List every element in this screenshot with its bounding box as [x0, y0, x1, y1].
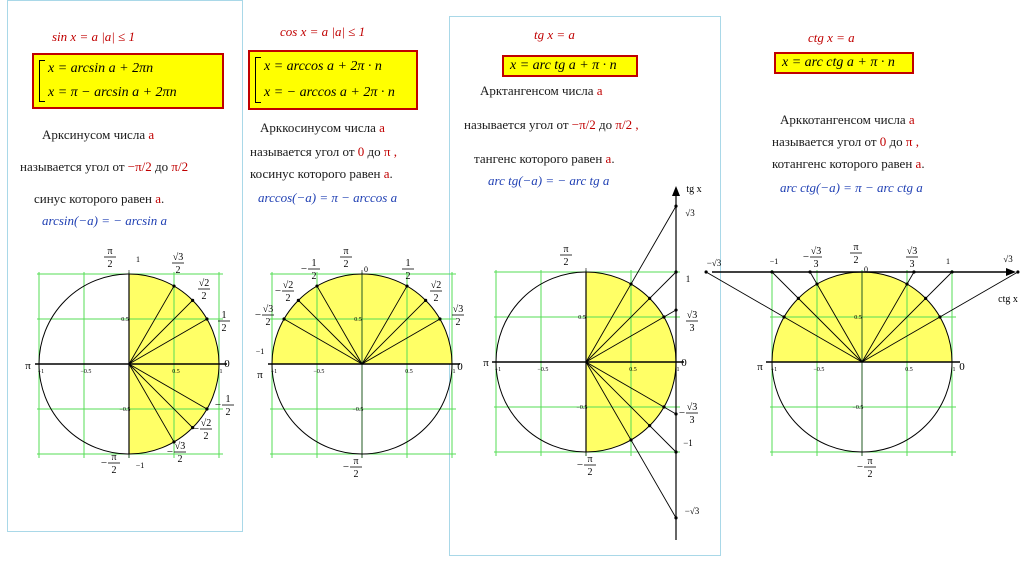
- arcsin-neg-half-num: 1: [225, 394, 231, 405]
- arcctg-neg-r3-3-den: 3: [813, 259, 819, 270]
- arcsin-r2-num: √2: [198, 278, 210, 289]
- arctg-r3-3-den: 3: [689, 323, 695, 334]
- arccos-pi2-den: 2: [343, 259, 349, 270]
- arcctg-tick-x: −0.5: [813, 367, 825, 373]
- arcsin-pi2-top-den: 2: [107, 259, 113, 270]
- arccos-r2-num: √2: [430, 280, 442, 291]
- arccos-neg-r3-num: √3: [262, 304, 274, 315]
- arcctg-axis-point: [950, 270, 953, 273]
- arcsin-ray-point: [172, 284, 175, 287]
- arcsin-half-den: 2: [221, 323, 227, 334]
- arcsin-pi-label: π: [25, 360, 31, 372]
- arctg-neg-r3-3-minus: −: [678, 407, 686, 419]
- arctg-tick-x: −0.5: [537, 367, 549, 373]
- arcctg-axis-point: [705, 270, 708, 273]
- arctg-neg-r3: −√3: [684, 506, 700, 516]
- arcsin-identity: arcsin(−a) = − arcsin a: [42, 213, 168, 228]
- arccos-pi2-bottom-den: 2: [353, 469, 359, 480]
- arccos-ray-point: [297, 299, 300, 302]
- arctg-condition: tg x = a: [534, 27, 575, 42]
- arcsin-formula-1: x = arcsin a + 2πn: [48, 61, 154, 76]
- arcsin-pi2-bottom-den: 2: [111, 465, 117, 476]
- arcsin-zero-label: 0: [224, 358, 230, 370]
- arcctg-axis-point: [808, 270, 811, 273]
- arccos-r3-num: √3: [452, 304, 464, 315]
- arctg-tangent-arrow: [672, 186, 680, 196]
- arccos-ray-point: [424, 299, 427, 302]
- arcsin-neg-r2-num: √2: [200, 418, 212, 429]
- arcctg-def-3: котангенс которого равен a.: [772, 156, 925, 171]
- arcctg-one: 1: [946, 257, 950, 266]
- arccos-neg-r3-minus: −: [254, 309, 262, 321]
- arcctg-axis-point: [770, 270, 773, 273]
- arctg-tick-y: 0.5: [578, 315, 586, 321]
- arctg-pi2-top-num: π: [563, 244, 569, 255]
- arcctg-formula-1: x = arc ctg a + π · n: [782, 55, 895, 70]
- arcctg-neg-r3-3-minus: −: [802, 251, 810, 263]
- arccos-tick-y: 0.5: [354, 317, 362, 323]
- arcctg-pi2-bottom-num: π: [867, 456, 873, 467]
- arctg-r3-3-num: √3: [686, 310, 698, 321]
- arcsin-neg-one: −1: [135, 461, 145, 470]
- arcctg-neg-r3: −√3: [706, 258, 722, 268]
- arccos-pi2-bottom-minus: −: [342, 461, 350, 473]
- arctg-pi2-top-den: 2: [563, 257, 569, 268]
- arcsin-neg-half-minus: −: [214, 399, 222, 411]
- arcctg-pi2-den: 2: [853, 255, 859, 266]
- arctg-neg-r3-3-den: 3: [689, 415, 695, 426]
- arccos-ray-point: [282, 317, 285, 320]
- arctg-axis-point: [674, 308, 677, 311]
- arctg-zero-label: 0: [681, 357, 687, 369]
- arcsin-neg-r3-den: 2: [177, 454, 183, 465]
- arcctg-tick-y: −0.5: [852, 405, 864, 411]
- arcctg-tick-y: 0.5: [854, 315, 862, 321]
- arcctg-neg-r3-3-num: √3: [810, 246, 822, 257]
- arctg-neg-one: −1: [683, 438, 693, 448]
- arccos-formula-1: x = arccos a + 2π · n: [264, 59, 382, 74]
- arcsin-r3-den: 2: [175, 265, 181, 276]
- arcctg-ray-point: [797, 297, 800, 300]
- arcctg-pi2-bottom-minus: −: [856, 461, 864, 473]
- arcctg-def-1: Арккотангенсом числа a: [780, 112, 915, 127]
- arcctg-ray-point: [905, 282, 908, 285]
- arccos-neg-half-minus: −: [300, 263, 308, 275]
- arcctg-ray-point: [782, 315, 785, 318]
- arctg-ray-point: [662, 405, 665, 408]
- arcsin-tick-x: −0.5: [80, 369, 92, 375]
- arccos-condition: cos x = a |a| ≤ 1: [280, 24, 366, 39]
- arccos-def-1: Арккосинусом числа a: [260, 120, 385, 135]
- arctg-tick-x: 1: [676, 367, 680, 373]
- arcsin-r3-num: √3: [172, 252, 184, 263]
- arcctg-pi2-bottom-den: 2: [867, 469, 873, 480]
- arccos-pi2-num: π: [343, 246, 349, 257]
- arctg-tick-y: −0.5: [576, 405, 588, 411]
- arctg-tick-x: 0.5: [629, 367, 637, 373]
- arcctg-ray-point: [815, 282, 818, 285]
- arctg-pi-label: π: [483, 357, 489, 369]
- arctg-def-3: тангенс которого равен a.: [474, 151, 615, 166]
- arcctg-ray-point: [924, 297, 927, 300]
- arcctg-ctg-label: ctg x: [998, 294, 1018, 305]
- arcsin-ray-point: [205, 407, 208, 410]
- arctg-tick-x: −1: [494, 367, 502, 373]
- arcctg-condition: ctg x = a: [808, 30, 855, 45]
- arcsin-neg-r3-minus: −: [166, 446, 174, 458]
- arctg-axis-point: [674, 450, 677, 453]
- arctg-pi2-bottom-num: π: [587, 454, 593, 465]
- arccos-tick-y: −0.5: [352, 407, 364, 413]
- arccos-tick-x: −1: [270, 369, 278, 375]
- arcctg-pi-label: π: [757, 361, 763, 373]
- arcctg-axis-point: [1016, 270, 1019, 273]
- arctg-tg-label: tg x: [686, 184, 702, 195]
- arcsin-neg-half-den: 2: [225, 407, 231, 418]
- arcsin-half-num: 1: [221, 310, 227, 321]
- arctg-ray-point: [648, 424, 651, 427]
- arcsin-tick-x: −1: [37, 369, 45, 375]
- arcctg-tick-x: 1: [952, 367, 956, 373]
- arccos-ray-point: [315, 284, 318, 287]
- arcctg-tick-x: 0.5: [905, 367, 913, 373]
- arcsin-def-3: синус которого равен a.: [34, 191, 165, 206]
- arccos-neg-half-den: 2: [311, 271, 317, 282]
- arcctg-def-2: называется угол от 0 до π ,: [772, 134, 919, 149]
- arccos-ray-point: [438, 317, 441, 320]
- arccos-tick-x: −0.5: [313, 369, 325, 375]
- arcsin-ray-point: [205, 317, 208, 320]
- arcsin-tick-x: 0.5: [172, 369, 180, 375]
- arctg-def-1: Арктангенсом числа a: [480, 83, 603, 98]
- arctg-axis-point: [674, 412, 677, 415]
- arcsin-def-2: называется угол от −π/2 до π/2: [20, 159, 189, 174]
- arcctg-neg-one: −1: [769, 257, 779, 266]
- arccos-r2-den: 2: [433, 293, 439, 304]
- arccos-tick-x: 0.5: [405, 369, 413, 375]
- arccos-formula-2: x = − arccos a + 2π · n: [264, 85, 395, 100]
- arctg-ray-point: [648, 297, 651, 300]
- arcsin-tick-x: 1: [219, 369, 223, 375]
- arctg-one: 1: [685, 274, 691, 284]
- arctg-ray-point: [629, 438, 632, 441]
- arcctg-zero-label: 0: [959, 361, 965, 373]
- arctg-identity: arc tg(−a) = − arc tg a: [488, 173, 610, 188]
- arcsin-r2-den: 2: [201, 291, 207, 302]
- arccos-neg-r2-minus: −: [274, 285, 282, 297]
- arctg-formula-1: x = arc tg a + π · n: [510, 58, 617, 73]
- arcsin-pi2-bottom-minus: −: [100, 457, 108, 469]
- arccos-neg-half-num: 1: [311, 258, 317, 269]
- arccos-neg-one: −1: [255, 347, 265, 356]
- arccos-pi-label: π: [257, 369, 263, 381]
- arctg-neg-r3-3-num: √3: [686, 402, 698, 413]
- arccos-neg-r2-num: √2: [282, 280, 294, 291]
- arcctg-axis-point: [912, 270, 915, 273]
- arctg-pi2-bottom-minus: −: [576, 459, 584, 471]
- arccos-tick-x: 1: [452, 369, 456, 375]
- arcctg-ray-point: [938, 315, 941, 318]
- arcctg-zero-top: 0: [864, 265, 868, 274]
- arcsin-ray-point: [191, 299, 194, 302]
- arccos-zero-top: 0: [364, 265, 368, 274]
- arccos-def-3: косинус которого равен a.: [250, 166, 393, 181]
- arcsin-formula-2: x = π − arcsin a + 2πn: [48, 85, 177, 100]
- arcctg-identity: arc ctg(−a) = π − arc ctg a: [780, 180, 923, 195]
- arctg-pi2-bottom-den: 2: [587, 467, 593, 478]
- arccos-ray-point: [405, 284, 408, 287]
- arcctg-r3-3-num: √3: [906, 246, 918, 257]
- arctg-ray-point: [629, 282, 632, 285]
- arcctg-pi2-num: π: [853, 242, 859, 253]
- arccos-half-num: 1: [405, 258, 411, 269]
- arccos-half-den: 2: [405, 271, 411, 282]
- arccos-neg-r2-den: 2: [285, 293, 291, 304]
- arctg-r3: √3: [685, 208, 695, 218]
- arcsin-condition: sin x = a |a| ≤ 1: [52, 29, 135, 44]
- arctg-axis-point: [674, 270, 677, 273]
- arccos-def-2: называется угол от 0 до π ,: [250, 144, 397, 159]
- arctg-axis-point: [674, 205, 677, 208]
- arccos-identity: arccos(−a) = π − arccos a: [258, 190, 398, 205]
- arcsin-neg-r2-den: 2: [203, 431, 209, 442]
- arcsin-pi2-bottom-num: π: [111, 452, 117, 463]
- arcctg-tick-x: −1: [770, 367, 778, 373]
- arcsin-neg-r3-num: √3: [174, 441, 186, 452]
- arcsin-tick-y: 0.5: [121, 317, 129, 323]
- arctg-def-2: называется угол от −π/2 до π/2 ,: [464, 117, 639, 132]
- arctg-axis-point: [674, 516, 677, 519]
- arctg-ray-point: [662, 315, 665, 318]
- arccos-pi2-bottom-num: π: [353, 456, 359, 467]
- arcsin-neg-r2-minus: −: [192, 423, 200, 435]
- arcctg-r3-3-den: 3: [909, 259, 915, 270]
- arcsin-pi2-top-num: π: [107, 246, 113, 257]
- arccos-r3-den: 2: [455, 317, 461, 328]
- arcctg-cotangent-arrow: [1006, 268, 1016, 276]
- arcsin-def-1: Арксинусом числа a: [42, 127, 155, 142]
- arcsin-one-top: 1: [136, 255, 140, 264]
- arccos-neg-r3-den: 2: [265, 317, 271, 328]
- arcctg-r3: √3: [1003, 254, 1013, 264]
- arccos-zero-label: 0: [457, 361, 463, 373]
- arcsin-tick-y: −0.5: [119, 407, 131, 413]
